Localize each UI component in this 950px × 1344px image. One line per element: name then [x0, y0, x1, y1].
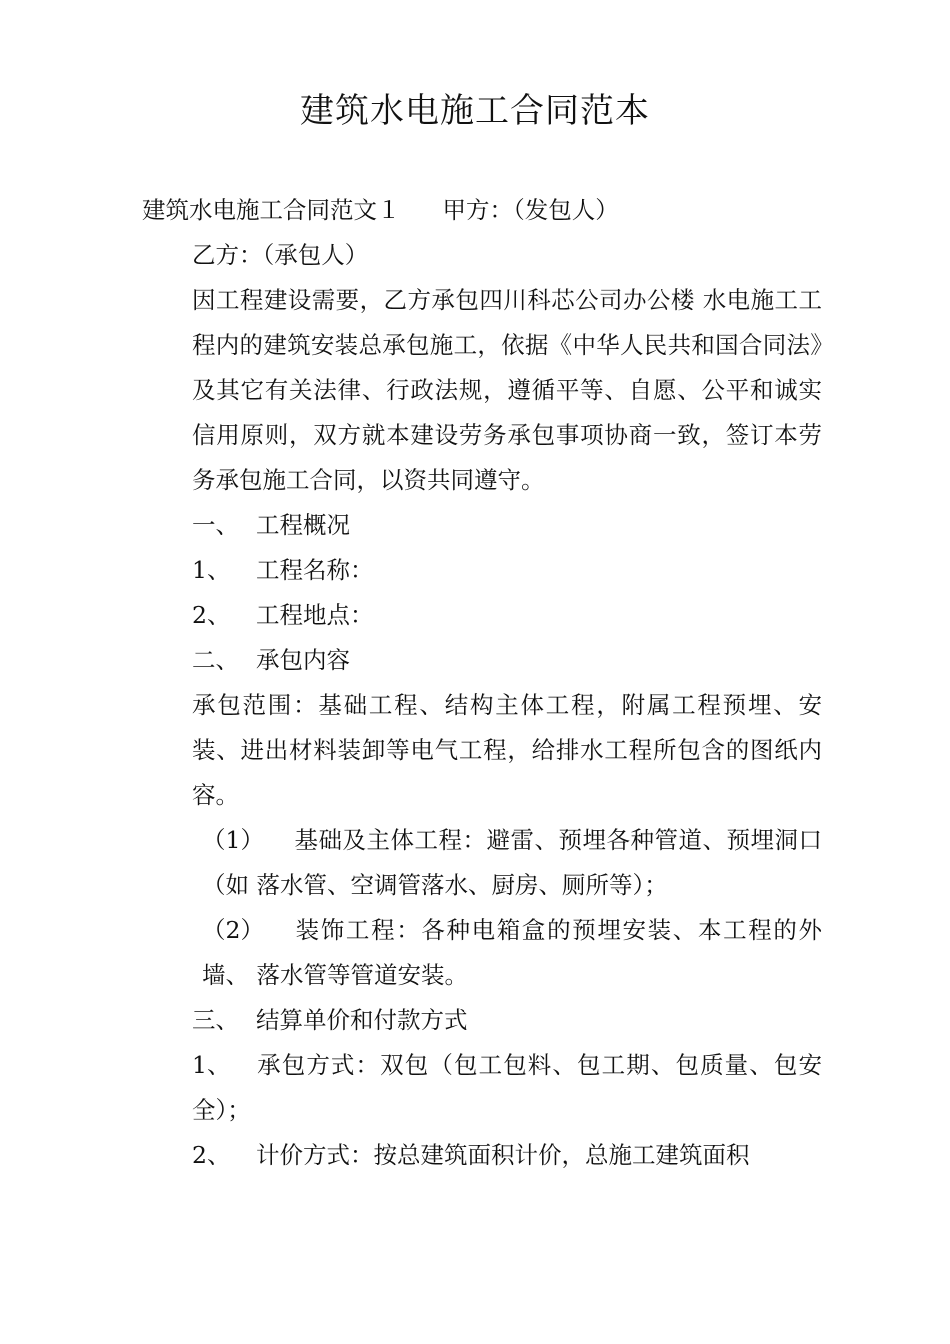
- item-1-number: （1）: [202, 826, 264, 854]
- section-1-number: 一、: [192, 511, 239, 539]
- section-1-item-1: [142, 548, 822, 593]
- section-3-item-2: [142, 1133, 822, 1178]
- item-2-text: 装饰工程：各种电箱盒的预埋安装、本工程的外墙、 落水管等管道安装。: [202, 916, 822, 989]
- section-2-number: 二、: [192, 646, 239, 674]
- section-1-item-2: [142, 593, 822, 638]
- section-3-number: 三、: [192, 1006, 239, 1034]
- section-1-heading: [142, 503, 822, 548]
- section-1-item-2-text: 工程地点：: [256, 601, 374, 629]
- section-2-text: 承包内容: [256, 646, 350, 674]
- document-body: [142, 188, 822, 1178]
- party-b-line: 乙方：（承包人）: [192, 241, 369, 269]
- item-1: [142, 818, 822, 908]
- section-2-heading: [142, 638, 822, 683]
- section-3-item-2-text: 计价方式：按总建筑面积计价，总施工建筑面积: [256, 1141, 750, 1169]
- section-1-item-2-number: 2、: [192, 601, 231, 629]
- document-title: 建筑水电施工合同范本: [300, 91, 650, 131]
- section-3-item-1: [142, 1043, 822, 1133]
- item-2: [142, 908, 822, 998]
- intro-right: 甲方：（发包人）: [442, 196, 619, 224]
- section-1-text: 工程概况: [256, 511, 350, 539]
- section-1-item-1-text: 工程名称：: [256, 556, 374, 584]
- item-1-text: 基础及主体工程：避雷、预埋各种管道、预埋洞口（如 落水管、空调管落水、厨房、厕所等）；: [202, 826, 822, 899]
- item-2-number: （2）: [202, 916, 264, 944]
- section-3-item-1-text: 承包方式：双包（包工包料、包工期、包质量、包安 全）；: [192, 1051, 822, 1124]
- section-1-item-1-number: 1、: [192, 556, 231, 584]
- section-3-item-1-number: 1、: [192, 1051, 231, 1079]
- intro-line: [142, 188, 822, 233]
- paragraph-1: 因工程建设需要，乙方承包四川科芯公司办公楼 水电施工工程内的建筑安装总承包施工，依据《中华人民共和国合同法》及其它有关法律、行政法规，遵循平等、自愿、公平和诚实信用原则，双方就本建设劳务承包事项协商一致，签订本劳务承包施工合同，以资共同遵守。: [192, 286, 822, 494]
- section-3-text: 结算单价和付款方式: [256, 1006, 468, 1034]
- paragraph-2: 承包范围：基础工程、结构主体工程，附属工程预埋、安装、进出材料装卸等电气工程，给排水工程所包含的图纸内容。: [192, 691, 822, 809]
- section-3-heading: [142, 998, 822, 1043]
- section-3-item-2-number: 2、: [192, 1141, 231, 1169]
- intro-left: 建筑水电施工合同范文１: [142, 196, 401, 224]
